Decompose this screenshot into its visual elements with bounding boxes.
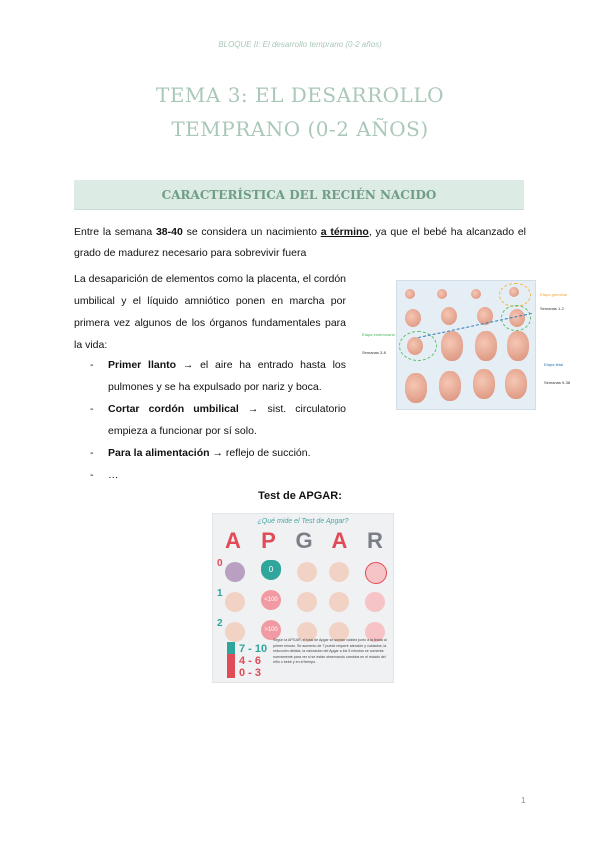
- paragraph-text: Entre la semana: [74, 226, 156, 238]
- apgar-row-1: [217, 588, 389, 614]
- bullet-dash: -: [90, 359, 94, 371]
- embryo-cell-icon: [405, 289, 415, 299]
- apgar-row-0: [217, 558, 389, 584]
- embryo-development-image: [396, 280, 536, 410]
- embryo-icon: [507, 331, 529, 361]
- label-germinal-weeks: Semanas 1-2: [540, 306, 564, 311]
- apgar-letter: A: [225, 528, 241, 553]
- embryo-icon: [405, 309, 421, 327]
- baby-icon: [225, 592, 245, 612]
- score-range-high: 7 - 10: [239, 643, 268, 655]
- apgar-caption: Test de APGAR:: [258, 490, 342, 502]
- apgar-letter: R: [367, 528, 383, 553]
- fetus-icon: [505, 369, 527, 399]
- embryo-cell-icon: [471, 289, 481, 299]
- baby-icon: [297, 592, 317, 612]
- apgar-letter: P: [261, 528, 276, 553]
- list-item: [90, 442, 346, 464]
- apgar-description: Según la APGAR, el total de Apgar se suman validez junto a la tirada al primer minuto. Se aumento de 7 puede requerir atención y cuidados; la reducción debida, la valoración del Apgar a los 5 minutos se comenta nuevamente para ver si se están observando cambios en el estado del niño o bebé y en el tiempo.: [273, 638, 387, 664]
- score-range-mid: 4 - 6: [239, 655, 262, 667]
- paragraph-text: , ya que el bebé ha alcanzado el grado de madurez necesario para sobrevivir fuera: [74, 226, 526, 259]
- fetus-icon: [405, 373, 427, 403]
- label-embryonic: Etapa embrionaria: [362, 332, 395, 337]
- baby-icon: [329, 562, 349, 582]
- apgar-letters: [219, 528, 389, 554]
- score-range-low: 0 - 3: [239, 667, 262, 679]
- page-title-line-1: TEMA 3: EL DESARROLLO: [155, 83, 445, 107]
- apgar-question: ¿Qué mide el Test de Apgar?: [257, 518, 349, 525]
- embryonic-highlight-ring: [399, 331, 437, 361]
- paragraph-organs: La desaparición de elementos como la placenta, el cordón umbilical y el líquido amniótico ponen en marcha por primera vez algunos de los órganos fundamentales para la vida:: [74, 273, 346, 351]
- bullet-list: [90, 354, 346, 486]
- baby-icon: [225, 622, 245, 642]
- bullet-text: …: [108, 469, 119, 481]
- row-score: 1: [217, 588, 223, 599]
- apgar-infographic: [212, 513, 394, 683]
- bullet-dash: -: [90, 469, 94, 481]
- bullet-dash: -: [90, 447, 94, 459]
- score-scale-bar: [227, 642, 235, 678]
- germinal-highlight-ring: [499, 283, 531, 307]
- apgar-letter: A: [331, 528, 348, 553]
- baby-icon: [329, 592, 349, 612]
- term-underlined: a término: [320, 226, 369, 238]
- bullet-text: → sist. circulatorio empieza a funcionar por sí solo.: [108, 403, 347, 437]
- heart-icon: >100: [261, 620, 281, 640]
- list-item: [90, 464, 346, 486]
- bullet-dash: -: [90, 403, 94, 415]
- lungs-icon: [365, 592, 385, 612]
- fetus-icon: [473, 369, 495, 399]
- embryo-icon: [441, 331, 463, 361]
- fetus-icon: [439, 371, 461, 401]
- embryo-icon: [441, 307, 457, 325]
- paragraph-text: se considera un nacimiento: [182, 226, 321, 238]
- apgar-letter: G: [295, 528, 313, 553]
- baby-icon: [297, 562, 317, 582]
- row-score: 2: [217, 618, 223, 629]
- row-score: 0: [217, 558, 223, 569]
- page-title: [0, 78, 600, 146]
- section-heading: CARACTERÍSTICA DEL RECIÉN NACIDO: [74, 180, 524, 210]
- heart-icon: <100: [261, 590, 281, 610]
- paragraph-term-birth: [74, 222, 526, 264]
- bullet-text: → el aire ha entrado hasta los pulmones y se ha expulsado por nariz y boca.: [108, 359, 346, 393]
- bullet-bold: Para la alimentación: [108, 447, 210, 459]
- bullet-bold: Primer llanto: [108, 359, 177, 371]
- list-item: [90, 398, 346, 442]
- running-header: BLOQUE II: El desarrollo temprano (0-2 años): [218, 40, 382, 49]
- embryo-icon: [475, 331, 497, 361]
- baby-pale-icon: [225, 562, 245, 582]
- list-item: [90, 354, 346, 398]
- label-germinal: Etapa germinal: [540, 292, 567, 297]
- label-fetal: Etapa fetal: [544, 362, 564, 367]
- weeks-bold: 38-40: [155, 226, 183, 238]
- bullet-bold: Cortar cordón umbilical: [108, 403, 239, 415]
- page-number: 1: [521, 796, 526, 805]
- page-title-line-2: TEMPRANO (0-2 AÑOS): [171, 117, 429, 141]
- embryo-cell-icon: [437, 289, 447, 299]
- label-embryonic-weeks: Semanas 3-8: [362, 350, 386, 355]
- label-fetal-weeks: Semanas 9-38: [544, 380, 571, 385]
- lungs-icon: [365, 562, 387, 584]
- heart-icon: 0: [261, 560, 281, 580]
- bullet-text: → reflejo de succión.: [209, 447, 311, 459]
